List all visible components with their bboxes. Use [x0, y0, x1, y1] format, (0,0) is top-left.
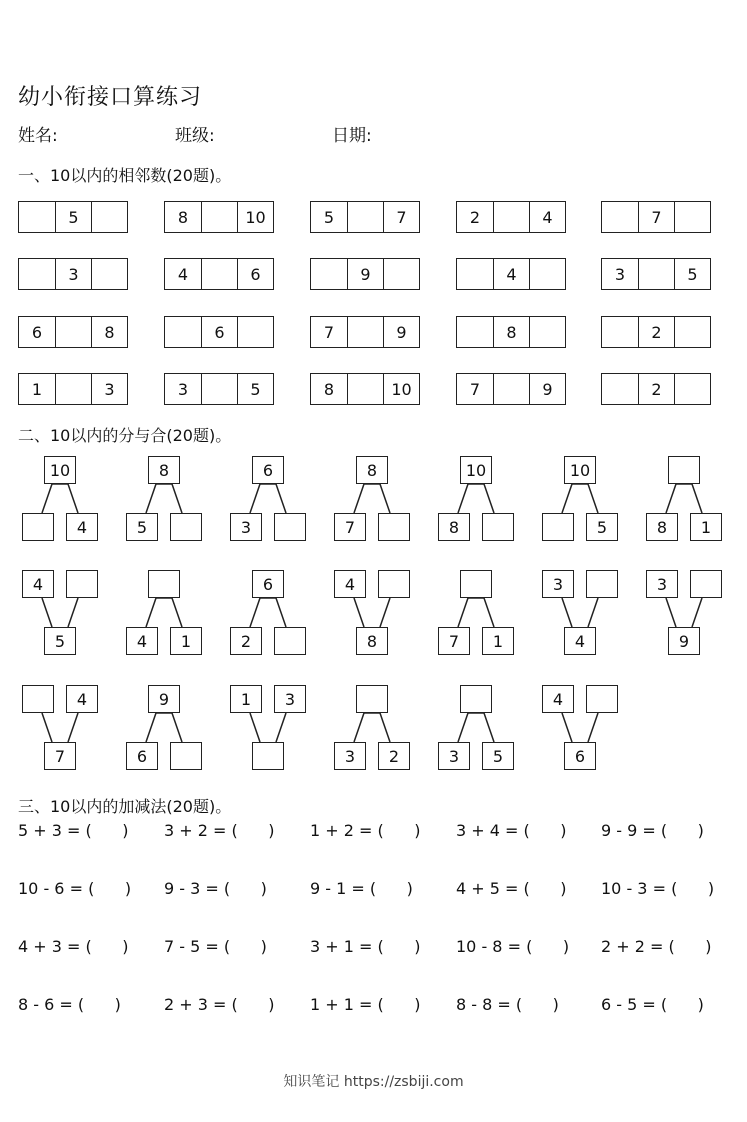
bond-line: [354, 598, 364, 627]
number-cell: 5: [674, 259, 710, 289]
blank-answer-box[interactable]: [690, 570, 722, 598]
bond-part-box: 4: [542, 685, 574, 713]
blank-answer-box[interactable]: [668, 456, 700, 484]
bond-line: [250, 598, 260, 627]
bond-total-box: 10: [44, 456, 76, 484]
bond-part-box: 3: [334, 742, 366, 770]
equation[interactable]: 9 - 3 = ( ): [164, 879, 267, 898]
number-cell: 7: [323, 322, 335, 342]
bond-part-box: 3: [646, 570, 678, 598]
equation[interactable]: 10 - 6 = ( ): [18, 879, 132, 898]
number-cell: 3: [177, 379, 189, 399]
bond-part-box: 4: [126, 627, 158, 655]
bond-line: [42, 484, 52, 513]
bond-part-box: 4: [66, 685, 98, 713]
bond-line: [146, 598, 156, 627]
bond-part-box: 8: [646, 513, 678, 541]
blank-answer-box[interactable]: [586, 570, 618, 598]
bond-line: [68, 484, 78, 513]
bond-part-box: 5: [482, 742, 514, 770]
equation[interactable]: 10 - 3 = ( ): [601, 879, 715, 898]
bond-part-box: 1: [170, 627, 202, 655]
blank-answer-box[interactable]: [460, 570, 492, 598]
number-cell: 2: [469, 207, 481, 227]
blank-answer-box[interactable]: [542, 513, 574, 541]
bond-line: [484, 484, 494, 513]
number-cell: 4: [177, 264, 189, 284]
bond-line: [588, 484, 598, 513]
bond-total-box: 9: [148, 685, 180, 713]
blank-answer-box[interactable]: [252, 742, 284, 770]
bond-line: [562, 484, 572, 513]
number-cell: 8: [323, 379, 335, 399]
equation[interactable]: 2 + 2 = ( ): [601, 937, 712, 956]
equation[interactable]: 8 - 8 = ( ): [456, 995, 559, 1014]
bond-line: [484, 713, 494, 742]
bond-line: [458, 598, 468, 627]
number-cell: 10: [383, 374, 419, 404]
bond-part-box: 6: [126, 742, 158, 770]
number-cell: 9: [383, 317, 419, 347]
date-label: 日期:: [332, 126, 372, 146]
bond-part-box: 2: [378, 742, 410, 770]
equation[interactable]: 7 - 5 = ( ): [164, 937, 267, 956]
bond-line: [458, 484, 468, 513]
number-cell: 9: [529, 374, 565, 404]
footer-watermark: 知识笔记 https://zsbiji.com: [283, 1074, 464, 1090]
bond-total-box: 4: [564, 627, 596, 655]
bond-line: [380, 713, 390, 742]
bond-total-box: 6: [564, 742, 596, 770]
bond-part-box: 7: [438, 627, 470, 655]
blank-answer-box[interactable]: [274, 513, 306, 541]
bond-total-box: 9: [668, 627, 700, 655]
blank-answer-box[interactable]: [356, 685, 388, 713]
bond-line: [562, 713, 572, 742]
blank-answer-box[interactable]: [586, 685, 618, 713]
bond-part-box: 5: [586, 513, 618, 541]
bond-part-box: 4: [22, 570, 54, 598]
number-cell: 5: [55, 202, 91, 232]
bond-line: [276, 598, 286, 627]
number-cell: 5: [237, 374, 273, 404]
section-1-heading: 一、10以内的相邻数(20题)。: [18, 166, 232, 185]
number-cell: 9: [347, 259, 383, 289]
equation[interactable]: 1 + 1 = ( ): [310, 995, 421, 1014]
blank-answer-box[interactable]: [482, 513, 514, 541]
bond-line: [562, 598, 572, 627]
bond-part-box: 4: [334, 570, 366, 598]
bond-total-box: 8: [356, 627, 388, 655]
number-cell: 8: [91, 317, 127, 347]
bond-line: [354, 713, 364, 742]
equation[interactable]: 3 + 2 = ( ): [164, 821, 275, 840]
bond-line: [68, 713, 78, 742]
bond-line: [42, 713, 52, 742]
bond-part-box: 3: [230, 513, 262, 541]
bond-total-box: 6: [252, 570, 284, 598]
bond-part-box: 3: [274, 685, 306, 713]
blank-answer-box[interactable]: [170, 513, 202, 541]
number-cell: 10: [237, 202, 273, 232]
bond-line: [588, 598, 598, 627]
bond-line: [250, 484, 260, 513]
bond-part-box: 8: [438, 513, 470, 541]
bond-line: [172, 484, 182, 513]
equation[interactable]: 3 + 4 = ( ): [456, 821, 567, 840]
equation[interactable]: 8 - 6 = ( ): [18, 995, 121, 1014]
equation[interactable]: 5 + 3 = ( ): [18, 821, 129, 840]
bond-line: [588, 713, 598, 742]
number-cell: 4: [493, 259, 529, 289]
number-cell: 7: [638, 202, 674, 232]
equation[interactable]: 1 + 2 = ( ): [310, 821, 421, 840]
bond-total-box: 7: [44, 742, 76, 770]
bond-line: [354, 484, 364, 513]
bond-line: [276, 484, 286, 513]
blank-answer-box[interactable]: [378, 570, 410, 598]
number-cell: 6: [237, 259, 273, 289]
bond-total-box: 8: [148, 456, 180, 484]
number-cell: 2: [638, 374, 674, 404]
number-cell: 8: [177, 207, 189, 227]
bond-line: [458, 713, 468, 742]
number-cell: 4: [529, 202, 565, 232]
blank-answer-box[interactable]: [148, 570, 180, 598]
section-3-heading: 三、10以内的加减法(20题)。: [18, 797, 232, 816]
section-2-heading: 二、10以内的分与合(20题)。: [18, 426, 232, 445]
bond-line: [250, 713, 260, 742]
bond-part-box: 4: [66, 513, 98, 541]
equation[interactable]: 9 - 9 = ( ): [601, 821, 704, 840]
number-cell: 8: [493, 317, 529, 347]
equation[interactable]: 4 + 3 = ( ): [18, 937, 129, 956]
bond-part-box: 7: [334, 513, 366, 541]
bond-total-box: 5: [44, 627, 76, 655]
equation[interactable]: 3 + 1 = ( ): [310, 937, 421, 956]
bond-part-box: 1: [482, 627, 514, 655]
bond-line: [692, 598, 702, 627]
bond-line: [380, 598, 390, 627]
equation[interactable]: 4 + 5 = ( ): [456, 879, 567, 898]
number-cell: 3: [614, 264, 626, 284]
bond-line: [666, 598, 676, 627]
number-cell: 6: [31, 322, 43, 342]
number-cell: 2: [638, 317, 674, 347]
class-label: 班级:: [175, 126, 215, 146]
bond-total-box: 10: [460, 456, 492, 484]
number-cell: 3: [91, 374, 127, 404]
number-cell: 6: [201, 317, 237, 347]
bond-line: [276, 713, 286, 742]
blank-answer-box[interactable]: [460, 685, 492, 713]
blank-answer-box[interactable]: [274, 627, 306, 655]
bond-line: [692, 484, 702, 513]
bond-part-box: 2: [230, 627, 262, 655]
number-cell: 5: [323, 207, 335, 227]
equation[interactable]: 10 - 8 = ( ): [456, 937, 570, 956]
bond-total-box: 6: [252, 456, 284, 484]
bond-part-box: 3: [542, 570, 574, 598]
bond-total-box: 10: [564, 456, 596, 484]
bond-total-box: 8: [356, 456, 388, 484]
blank-answer-box[interactable]: [22, 685, 54, 713]
blank-answer-box[interactable]: [378, 513, 410, 541]
number-cell: 1: [31, 379, 43, 399]
equation[interactable]: 9 - 1 = ( ): [310, 879, 413, 898]
bond-line: [146, 484, 156, 513]
blank-answer-box[interactable]: [170, 742, 202, 770]
number-cell: 7: [383, 202, 419, 232]
bond-line: [68, 598, 78, 627]
bond-part-box: 1: [230, 685, 262, 713]
bond-line: [666, 484, 676, 513]
number-cell: 3: [55, 259, 91, 289]
bond-line: [380, 484, 390, 513]
bond-line: [172, 713, 182, 742]
bond-line: [484, 598, 494, 627]
name-label: 姓名:: [18, 126, 58, 146]
bond-part-box: 5: [126, 513, 158, 541]
blank-answer-box[interactable]: [22, 513, 54, 541]
bond-part-box: 1: [690, 513, 722, 541]
bond-line: [42, 598, 52, 627]
blank-answer-box[interactable]: [66, 570, 98, 598]
number-cell: 7: [469, 379, 481, 399]
bond-line: [172, 598, 182, 627]
bond-line: [146, 713, 156, 742]
bond-part-box: 3: [438, 742, 470, 770]
equation[interactable]: 6 - 5 = ( ): [601, 995, 704, 1014]
equation[interactable]: 2 + 3 = ( ): [164, 995, 275, 1014]
page-title: 幼小衔接口算练习: [18, 85, 203, 110]
